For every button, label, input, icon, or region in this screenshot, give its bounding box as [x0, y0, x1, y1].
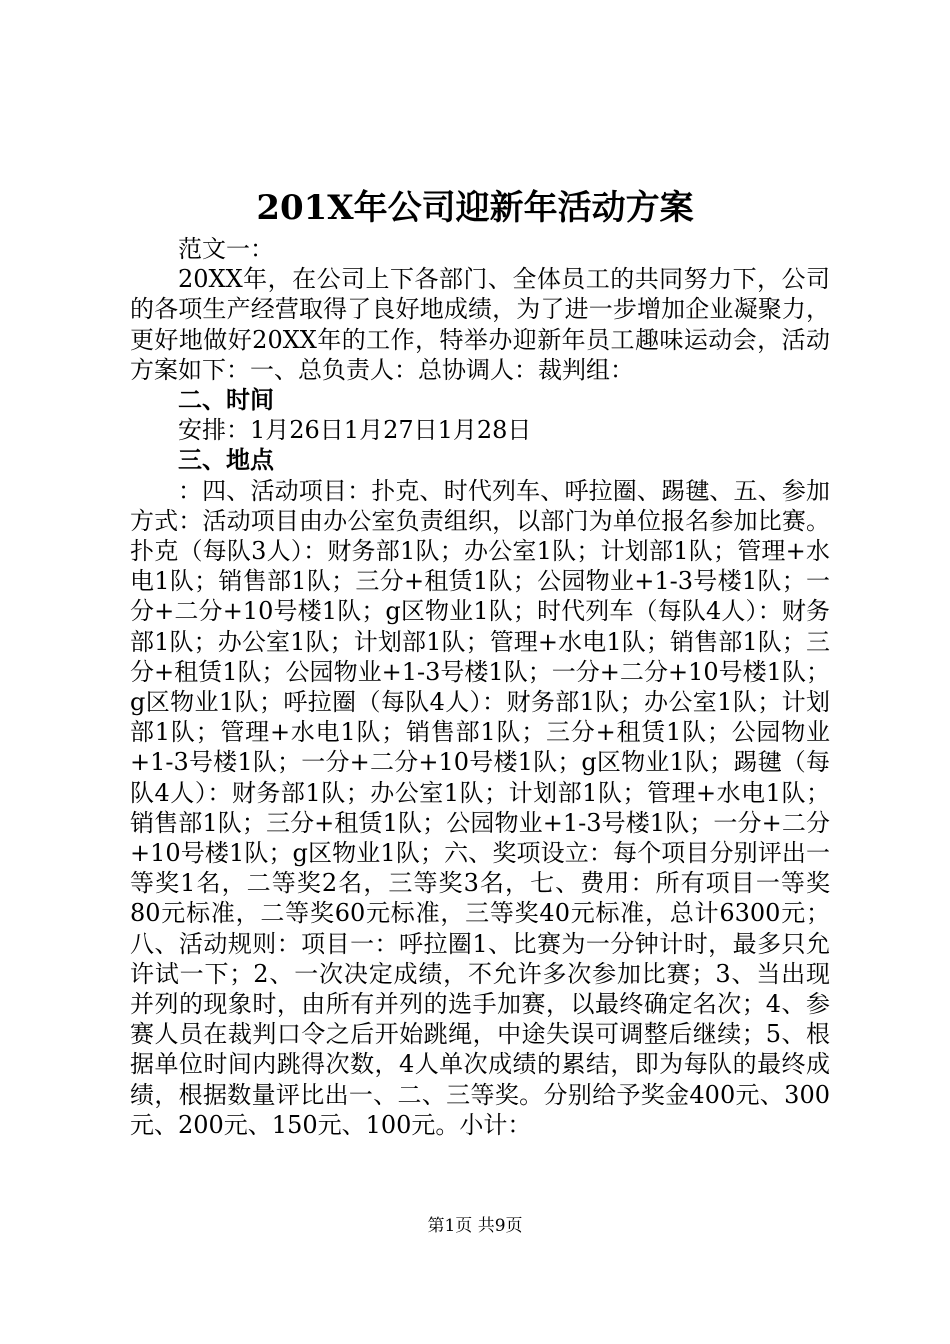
paragraph-intro: 20XX年，在公司上下各部门、全体员工的共同努力下，公司的各项生产经营取得了良好地成绩，为了进一步增加企业凝聚力，更好地做好20XX年的工作，特举办迎新年员工趣味运动会，活动方案如下：一、总负责人：总协调人：裁判组： — [130, 265, 830, 384]
section-heading-time: 二、时间 — [178, 385, 274, 415]
paragraph-activities: ：四、活动项目：扑克、时代列车、呼拉圈、踢毽、五、参加方式：活动项目由办公室负责组织，以部门为单位报名参加比赛。扑克（每队3人）：财务部1队；办公室1队；计划部1队；管理+水电1队；销售部1队；三分+租赁1队；公园物业+1-3号楼1队；一分+二分+10号楼1队；g区物业1队；时代列车（每队4人）：财务部1队；办公室1队；计划部1队；管理+水电1队；销售部1队；三分+租赁1队；公园物业+1-3号楼1队；一分+二分+10号楼1队；g区物业1队；呼拉圈（每队4人）：财务部1队；办公室1队；计划部1队；管理+水电1队；销售部1队；三分+租赁1队；公园物业+1-3号楼1队；一分+二分+10号楼1队；g区物业1队；踢毽（每队4人）：财务部1队；办公室1队；计划部1队；管理+水电1队；销售部1队；三分+租赁1队；公园物业+1-3号楼1队；一分+二分+10号楼1队；g区物业1队；六、奖项设立：每个项目分别评出一等奖1名，二等奖2名，三等奖3名，七、费用：所有项目一等奖80元标准，二等奖60元标准，三等奖40元标准，总计6300元；八、活动规则：项目一：呼拉圈1、比赛为一分钟计时，最多只允许试一下；2、一次决定成绩，不允许多次参加比赛；3、当出现并列的现象时，由所有并列的选手加赛，以最终确定名次；4、参赛人员在裁判口令之后开始跳绳，中途失误可调整后继续；5、根据单位时间内跳得次数，4人单次成绩的累结，即为每队的最终成绩，根据数量评比出一、二、三等奖。分别给予奖金400元、300元、200元、150元、100元。小计： — [130, 476, 830, 1139]
page-footer: 第1页 共9页 — [427, 1216, 523, 1236]
document-title: 201X年公司迎新年活动方案 — [256, 188, 694, 228]
section-heading-location: 三、地点 — [178, 445, 274, 475]
document-body — [130, 234, 830, 1140]
paragraph-schedule: 安排：1月26日1月27日1月28日 — [178, 416, 532, 445]
paragraph-intro-label: 范文一： — [178, 235, 274, 263]
